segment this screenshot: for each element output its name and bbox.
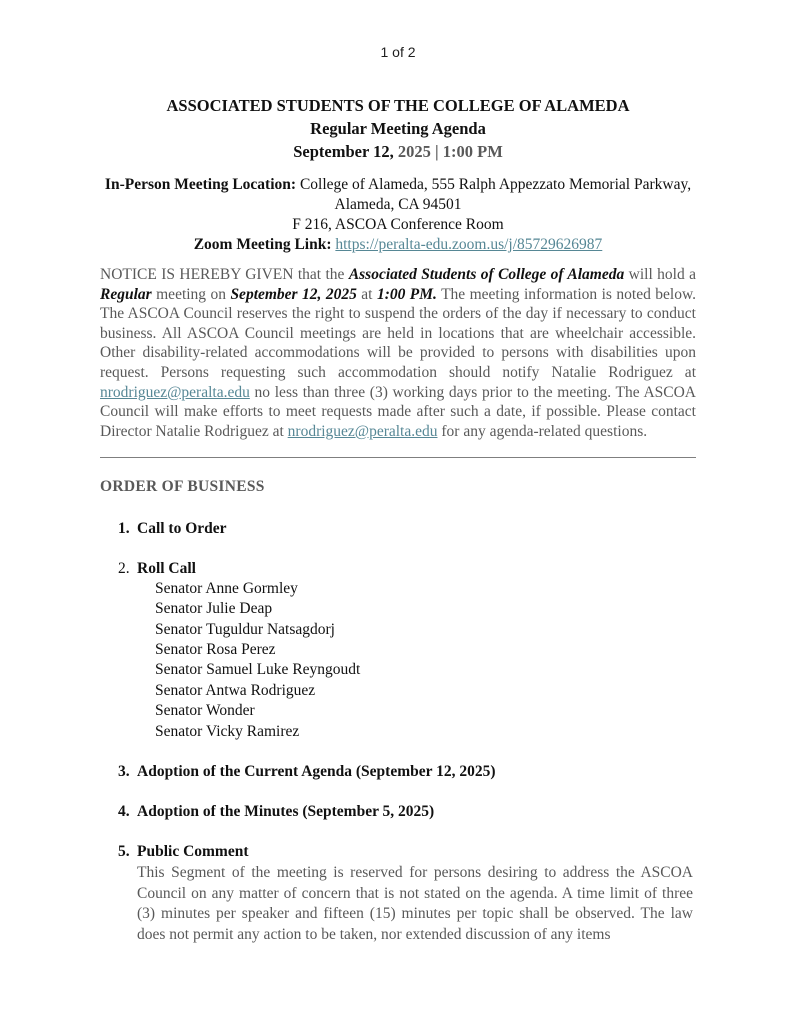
doc-title: ASSOCIATED STUDENTS OF THE COLLEGE OF ALAMEDA <box>166 96 630 115</box>
email-link[interactable]: nrodriguez@peralta.edu <box>287 422 438 440</box>
roll-call-member: Senator Samuel Luke Reyngoudt <box>155 661 361 679</box>
agenda-item-adopt-agenda <box>100 761 696 782</box>
conference-room: F 216, ASCOA Conference Room <box>292 216 504 233</box>
meeting-date: September 12, <box>293 142 394 161</box>
roll-call-list <box>118 579 696 742</box>
agenda-item-number: 2. <box>118 559 130 577</box>
roll-call-member: Senator Tuguldur Natsagdorj <box>155 620 335 638</box>
zoom-link-label: Zoom Meeting Link: <box>193 236 332 253</box>
zoom-meeting-link[interactable]: https://peralta-edu.zoom.us/j/85729626987 <box>335 236 603 253</box>
order-of-business-heading: ORDER OF BUSINESS <box>100 477 265 495</box>
notice-date: September 12, 2025 <box>230 285 357 303</box>
agenda-item-call-to-order <box>100 518 696 539</box>
agenda-item-number: 3. <box>118 763 130 781</box>
roll-call-member: Senator Anne Gormley <box>155 579 298 597</box>
notice-paragraph <box>100 265 696 441</box>
agenda-item-number: 1. <box>118 519 130 537</box>
notice-text: meeting on <box>151 285 231 303</box>
agenda-item-number: 5. <box>118 843 130 861</box>
roll-call-member: Senator Wonder <box>155 702 255 720</box>
notice-text: will hold a <box>624 266 696 283</box>
notice-org-name: Associated Students of College of Alameda <box>348 266 625 283</box>
in-person-location <box>100 175 696 215</box>
email-link[interactable]: nrodriguez@peralta.edu <box>100 383 250 401</box>
agenda-item-title: Public Comment <box>137 843 249 861</box>
in-person-location-value: College of Alameda, 555 Ralph Appezzato Memorial Parkway, <box>296 176 692 193</box>
agenda-item-title: Adoption of the Current Agenda (September 12, 2025) <box>137 763 496 781</box>
notice-text: at <box>356 285 377 303</box>
meeting-subtitle: Regular Meeting Agenda <box>310 119 486 138</box>
meeting-time: 2025 | 1:00 PM <box>393 142 503 161</box>
document-header <box>100 94 696 163</box>
agenda-item-roll-call <box>100 558 696 742</box>
roll-call-member: Senator Rosa Perez <box>155 641 276 659</box>
notice-meeting-type: Regular <box>100 285 152 303</box>
agenda-item-title: Call to Order <box>137 519 227 537</box>
roll-call-member: Senator Antwa Rodriguez <box>155 681 316 699</box>
in-person-location-label: In-Person Meeting Location: <box>104 176 297 193</box>
section-divider <box>100 457 696 458</box>
notice-text: The meeting information is noted below. The ASCOA Council reserves the right to suspend the orders of the day if necessary to conduct business. All ASCOA Council meetings are held in locations that are wheelchair accessible. Other disability-related accommodations will be provided to persons with disabilities upon request. Persons requesting such accommodation should notify Natalie Rodriguez at <box>100 285 697 381</box>
agenda-item-public-comment <box>100 841 696 862</box>
meeting-datetime <box>100 140 696 163</box>
meeting-location-block <box>100 175 696 255</box>
roll-call-member: Senator Julie Deap <box>155 600 273 618</box>
zoom-meeting-line <box>100 235 696 255</box>
agenda-list <box>100 518 696 945</box>
notice-text: no less than three (3) working days prior to the meeting. The ASCOA Council will make efforts to meet requests made after such a date, if possible. Please contact Director Natalie Rodriguez at <box>100 383 696 440</box>
public-comment-description: This Segment of the meeting is reserved for persons desiring to address the ASCOA Council on any matter of concern that is not stated on the agenda. A time limit of three (3) minutes per speaker and fifteen (15) minutes per topic shall be observed. The law does not permit any action to be taken, nor extended discussion of any items <box>137 864 693 943</box>
agenda-item-number: 4. <box>118 803 130 821</box>
in-person-location-city: Alameda, CA 94501 <box>334 196 462 213</box>
roll-call-member: Senator Vicky Ramirez <box>155 722 300 740</box>
page-number: 1 of 2 <box>380 44 416 60</box>
agenda-item-title: Roll Call <box>137 559 196 577</box>
notice-text: NOTICE IS HEREBY GIVEN that the <box>100 266 349 283</box>
agenda-item-title: Adoption of the Minutes (September 5, 2025) <box>137 803 435 821</box>
notice-time: 1:00 PM. <box>376 285 437 303</box>
agenda-item-adopt-minutes <box>100 801 696 822</box>
notice-text: for any agenda-related questions. <box>437 422 648 440</box>
